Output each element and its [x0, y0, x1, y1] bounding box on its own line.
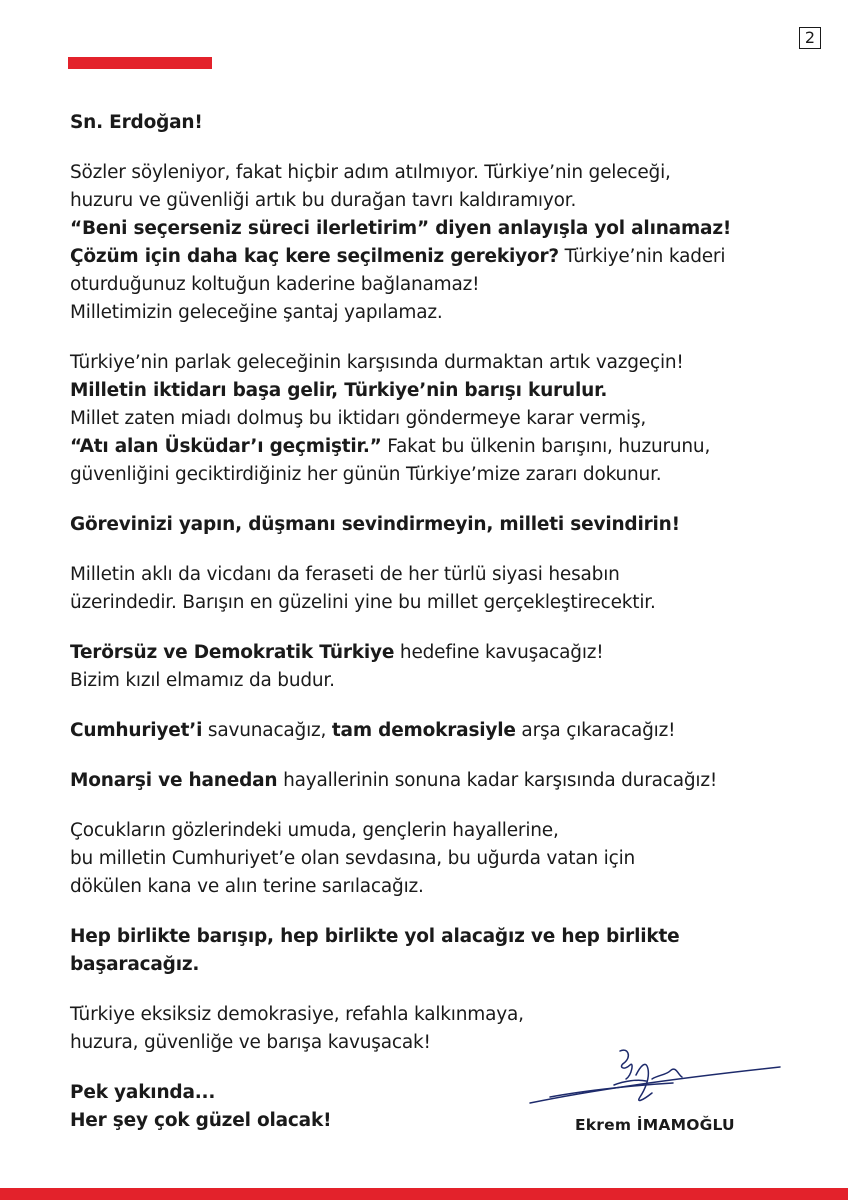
text-line: Bizim kızıl elmamız da budur.: [70, 670, 335, 691]
paragraph-4: [70, 561, 805, 617]
text-line: Milletin aklı da vicdanı da feraseti de her türlü siyasi hesabın: [70, 564, 620, 585]
text-span: hayallerinin sonuna kadar karşısında duracağız!: [277, 770, 718, 791]
text-span: hedefine kavuşacağız!: [394, 642, 604, 663]
paragraph-1: [70, 159, 805, 327]
handwritten-signature-icon: [528, 1045, 783, 1117]
closing-line: Pek yakında...: [70, 1082, 216, 1103]
text-line: Çocukların gözlerindeki umuda, gençlerin hayallerine,: [70, 820, 559, 841]
text-line-bold: “Beni seçerseniz süreci ilerletirim” diyen anlayışla yol alınamaz!: [70, 218, 732, 239]
text-line: huzuru ve güvenliği artık bu durağan tavrı kaldıramıyor.: [70, 190, 577, 211]
paragraph-3: Görevinizi yapın, düşmanı sevindirmeyin, milleti sevindirin!: [70, 514, 680, 535]
text-line-bold: Hep birlikte barışıp, hep birlikte yol alacağız ve hep birlikte: [70, 926, 680, 947]
text-line: bu milletin Cumhuriyet’e olan sevdasına, bu uğurda vatan için: [70, 848, 636, 869]
paragraph-9: [70, 923, 805, 979]
paragraph-7: [70, 767, 805, 795]
text-line: Türkiye eksiksiz demokrasiye, refahla kalkınmaya,: [70, 1004, 524, 1025]
top-accent-bar: [68, 57, 212, 69]
text-line-bold: başaracağız.: [70, 954, 200, 975]
salutation: Sn. Erdoğan!: [70, 112, 203, 133]
bold-phrase: “Atı alan Üsküdar’ı geçmiştir.”: [70, 436, 382, 457]
bold-phrase: Terörsüz ve Demokratik Türkiye: [70, 642, 395, 663]
text-span: arşa çıkaracağız!: [515, 720, 676, 741]
bold-phrase: Çözüm için daha kaç kere seçilmeniz gerekiyor?: [70, 246, 559, 267]
paragraph-6: [70, 717, 805, 745]
paragraph-2: [70, 349, 805, 489]
bottom-accent-bar: [0, 1188, 848, 1200]
text-span: savunacağız,: [202, 720, 332, 741]
text-line: [70, 433, 805, 461]
text-line: Türkiye’nin parlak geleceğinin karşısında durmaktan artık vazgeçin!: [70, 352, 684, 373]
text-line: [70, 639, 805, 667]
text-line: üzerindedir. Barışın en güzelini yine bu millet gerçekleştirecektir.: [70, 592, 656, 613]
text-line: Millet zaten miadı dolmuş bu iktidarı göndermeye karar vermiş,: [70, 408, 647, 429]
text-line: huzura, güvenliğe ve barışa kavuşacak!: [70, 1032, 431, 1053]
text-span: Fakat bu ülkenin barışını, huzurunu,: [381, 436, 711, 457]
text-line-bold: Milletin iktidarı başa gelir, Türkiye’nin barışı kurulur.: [70, 380, 608, 401]
bold-phrase: Monarşi ve hanedan: [70, 770, 278, 791]
text-line: dökülen kana ve alın terine sarılacağız.: [70, 876, 424, 897]
text-line: [70, 243, 805, 271]
text-span: Türkiye’nin kaderi: [558, 246, 726, 267]
signer-name: Ekrem İMAMOĞLU: [575, 1116, 735, 1134]
closing-line: Her şey çok güzel olacak!: [70, 1110, 332, 1131]
paragraph-8: [70, 817, 805, 901]
text-line: Milletimizin geleceğine şantaj yapılamaz.: [70, 302, 443, 323]
bold-phrase: Cumhuriyet’i: [70, 720, 203, 741]
text-line: güvenliğini geciktirdiğiniz her günün Türkiye’mize zararı dokunur.: [70, 464, 662, 485]
bold-phrase: tam demokrasiyle: [331, 720, 516, 741]
page-number: 2: [799, 27, 821, 49]
text-line: Sözler söyleniyor, fakat hiçbir adım atılmıyor. Türkiye’nin geleceği,: [70, 162, 671, 183]
letter-body: [70, 109, 805, 1135]
text-line: oturduğunuz koltuğun kaderine bağlanamaz!: [70, 274, 480, 295]
paragraph-5: [70, 639, 805, 695]
